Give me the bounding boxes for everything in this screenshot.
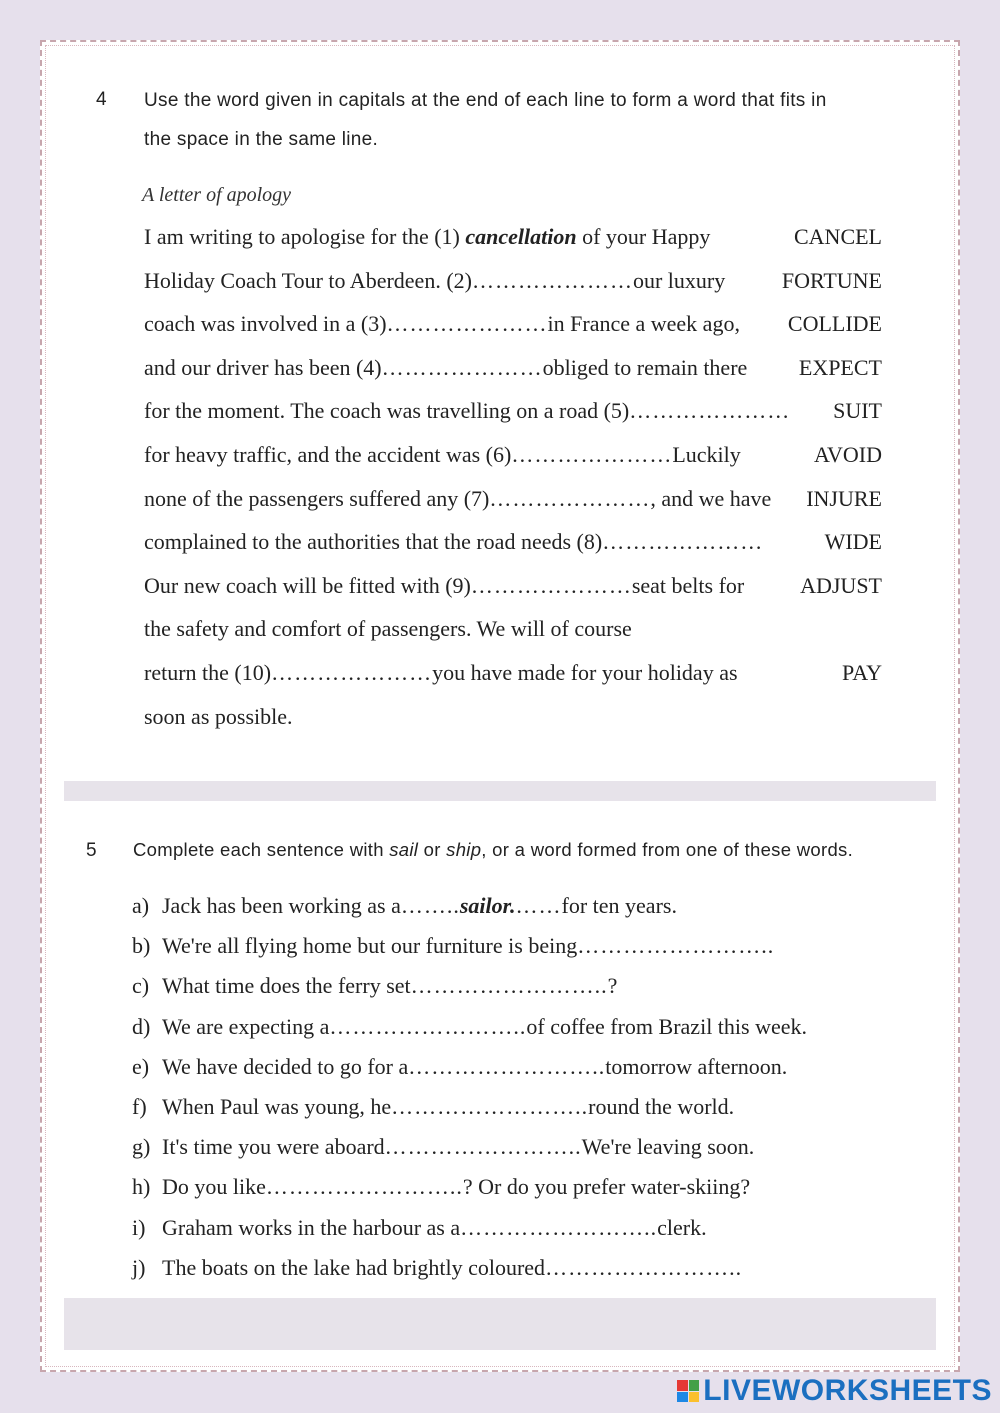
letter-line bbox=[144, 268, 725, 294]
line-text: for heavy traffic, and the accident was (6) bbox=[144, 442, 512, 467]
capital-word: ADJUST bbox=[800, 573, 882, 598]
sentence-label: a) bbox=[132, 893, 150, 918]
answer-gap[interactable]: ………………… bbox=[471, 268, 633, 293]
capital-word: SUIT bbox=[833, 398, 882, 423]
sentence-text: What time does the ferry set bbox=[162, 973, 411, 998]
line-text: I am writing to apologise for the (1) bbox=[144, 224, 466, 249]
sentence-item bbox=[132, 973, 617, 999]
line-text: none of the passengers suffered any (7) bbox=[144, 486, 490, 511]
capital-word: EXPECT bbox=[798, 355, 882, 380]
word-ship: ship bbox=[446, 839, 482, 860]
sentence-text: We're leaving soon. bbox=[581, 1134, 755, 1159]
letter-line bbox=[144, 486, 771, 512]
sentence-text: We're all flying home but our furniture is being bbox=[162, 933, 578, 958]
line-text: Luckily bbox=[672, 442, 741, 467]
letter-line bbox=[144, 442, 741, 468]
answer-gap[interactable]: …….. bbox=[400, 893, 460, 918]
letter-subtitle: A letter of apology bbox=[142, 184, 292, 206]
sentence-item bbox=[132, 1174, 750, 1200]
line-text: you have made for your holiday as bbox=[432, 660, 738, 685]
exercise-5-instruction bbox=[133, 830, 853, 869]
sentence-item bbox=[132, 1014, 807, 1040]
line-text: return the (10) bbox=[144, 660, 272, 685]
answer-gap[interactable]: …………………….. bbox=[391, 1094, 589, 1119]
sentence-text: ? Or do you prefer water-skiing? bbox=[462, 1174, 751, 1199]
letter-line bbox=[144, 660, 738, 686]
capital-word: CANCEL bbox=[794, 224, 882, 249]
answer-gap[interactable]: …………………….. bbox=[545, 1255, 743, 1280]
sentence-text: When Paul was young, he bbox=[162, 1094, 392, 1119]
instruction-text: Complete each sentence with bbox=[133, 839, 390, 860]
sentence-label: d) bbox=[132, 1014, 151, 1039]
logo-text: LIVEWORKSHEETS bbox=[703, 1374, 992, 1407]
letter-line bbox=[144, 616, 632, 642]
sentence-text: It's time you were aboard bbox=[162, 1134, 385, 1159]
letter-line bbox=[144, 573, 744, 599]
line-text: for the moment. The coach was travelling on a road (5) bbox=[144, 398, 630, 423]
sentence-text: tomorrow afternoon. bbox=[605, 1054, 788, 1079]
logo-icon bbox=[677, 1380, 699, 1402]
logo-square-green bbox=[689, 1380, 700, 1391]
sentence-label: g) bbox=[132, 1134, 151, 1159]
line-text: obliged to remain there bbox=[542, 355, 748, 380]
answer-gap[interactable]: …………………….. bbox=[408, 1054, 606, 1079]
capital-word: INJURE bbox=[806, 486, 882, 511]
line-text: the safety and comfort of passengers. We will of course bbox=[144, 616, 632, 641]
sentence-label: c) bbox=[132, 973, 150, 998]
sentence-text: ? bbox=[607, 973, 618, 998]
example-answer: sailor. bbox=[459, 893, 516, 918]
line-text: , and we have bbox=[650, 486, 772, 511]
letter-line bbox=[144, 224, 710, 250]
exercise-4-instruction bbox=[144, 81, 827, 159]
answer-gap[interactable]: ………………… bbox=[629, 398, 791, 423]
sentence-label: h) bbox=[132, 1174, 151, 1199]
line-text: and our driver has been (4) bbox=[144, 355, 382, 380]
instruction-text: or bbox=[418, 839, 447, 860]
sentence-text: Jack has been working as a bbox=[162, 893, 401, 918]
line-text: complained to the authorities that the road needs (8) bbox=[144, 529, 603, 554]
answer-gap[interactable]: ………………… bbox=[602, 529, 764, 554]
capital-word: COLLIDE bbox=[787, 311, 882, 336]
answer-gap[interactable]: ………………… bbox=[489, 486, 651, 511]
letter-line bbox=[144, 311, 740, 337]
sentence-label: i) bbox=[132, 1215, 146, 1240]
answer-gap[interactable]: …………………….. bbox=[265, 1174, 463, 1199]
answer-gap[interactable]: …………………….. bbox=[410, 973, 608, 998]
sentence-text: We are expecting a bbox=[162, 1014, 330, 1039]
sentence-item bbox=[132, 933, 774, 959]
letter-line bbox=[144, 704, 293, 730]
sentence-text: for ten years. bbox=[561, 893, 677, 918]
capital-word: AVOID bbox=[813, 442, 882, 467]
exercise-4-number: 4 bbox=[96, 89, 107, 110]
sentence-label: e) bbox=[132, 1054, 150, 1079]
line-text: in France a week ago, bbox=[547, 311, 740, 336]
sentence-item bbox=[132, 1054, 787, 1080]
section-divider bbox=[64, 781, 936, 801]
sentence-text: Do you like bbox=[162, 1174, 266, 1199]
capital-word: PAY bbox=[842, 660, 882, 685]
sentence-item bbox=[132, 1094, 734, 1120]
answer-gap[interactable]: ………………… bbox=[271, 660, 433, 685]
sentence-text: of coffee from Brazil this week. bbox=[526, 1014, 808, 1039]
sentence-item bbox=[132, 893, 677, 919]
sentence-text: Graham works in the harbour as a bbox=[162, 1215, 461, 1240]
word-sail: sail bbox=[389, 839, 419, 860]
line-text: Holiday Coach Tour to Aberdeen. (2) bbox=[144, 268, 472, 293]
answer-gap[interactable]: ………………… bbox=[386, 311, 548, 336]
letter-line bbox=[144, 355, 747, 381]
logo-square-yellow bbox=[689, 1392, 700, 1403]
logo-square-blue bbox=[677, 1392, 688, 1403]
instruction-text: , or a word formed from one of these words. bbox=[481, 839, 854, 860]
line-text: seat belts for bbox=[631, 573, 745, 598]
sentence-item bbox=[132, 1255, 742, 1281]
liveworksheets-logo[interactable] bbox=[677, 1373, 992, 1409]
sentence-label: j) bbox=[132, 1255, 146, 1280]
exercise-5-number: 5 bbox=[86, 840, 97, 861]
letter-line bbox=[144, 398, 790, 424]
answer-gap[interactable]: ………………… bbox=[511, 442, 673, 467]
sentence-text: round the world. bbox=[588, 1094, 735, 1119]
answer-gap[interactable]: …………………….. bbox=[460, 1215, 658, 1240]
sentence-label: b) bbox=[132, 933, 151, 958]
footer-bar bbox=[64, 1298, 936, 1350]
sentence-text: The boats on the lake had brightly coloured bbox=[162, 1255, 546, 1280]
answer-gap[interactable]: ………………… bbox=[470, 573, 632, 598]
line-text: our luxury bbox=[632, 268, 726, 293]
instruction-line-2: the space in the same line. bbox=[144, 129, 379, 150]
example-answer: cancellation bbox=[465, 224, 577, 249]
answer-gap[interactable]: …………………….. bbox=[577, 933, 775, 958]
line-text: soon as possible. bbox=[144, 704, 293, 729]
answer-gap-tail: …… bbox=[515, 893, 562, 918]
answer-gap[interactable]: …………………….. bbox=[384, 1134, 582, 1159]
sentence-text: We have decided to go for a bbox=[162, 1054, 409, 1079]
line-text: of your Happy bbox=[576, 224, 711, 249]
letter-line bbox=[144, 529, 763, 555]
sentence-label: f) bbox=[132, 1094, 147, 1119]
line-text: coach was involved in a (3) bbox=[144, 311, 387, 336]
instruction-line-1: Use the word given in capitals at the end of each line to form a word that fits in bbox=[144, 90, 827, 111]
sentence-item bbox=[132, 1215, 707, 1241]
capital-word: WIDE bbox=[824, 529, 882, 554]
capital-word: FORTUNE bbox=[781, 268, 882, 293]
line-text: Our new coach will be fitted with (9) bbox=[144, 573, 471, 598]
answer-gap[interactable]: …………………….. bbox=[329, 1014, 527, 1039]
answer-gap[interactable]: ………………… bbox=[381, 355, 543, 380]
logo-square-red bbox=[677, 1380, 688, 1391]
sentence-text: clerk. bbox=[657, 1215, 707, 1240]
sentence-item bbox=[132, 1134, 754, 1160]
